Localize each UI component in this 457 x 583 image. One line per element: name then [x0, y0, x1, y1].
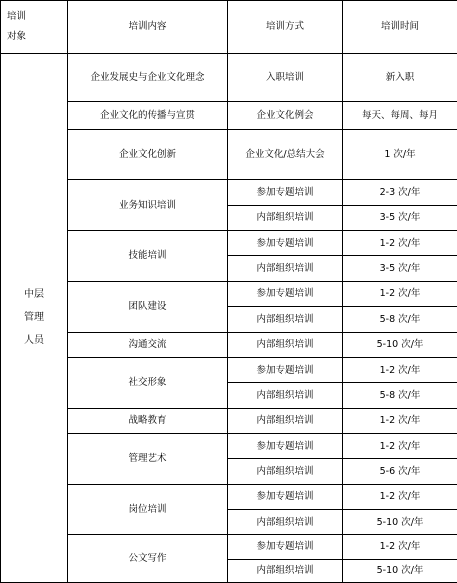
method-cell: 内部组织培训	[228, 559, 343, 582]
time-cell: 5-8 次/年	[343, 383, 457, 408]
method-cell: 内部组织培训	[228, 307, 343, 332]
table-row	[1, 53, 457, 102]
time-cell: 1-2 次/年	[343, 408, 457, 433]
target-object-cell: 中层 管理 人员	[1, 53, 68, 582]
time-cell: 1-2 次/年	[343, 231, 457, 256]
content-cell: 社交形象	[68, 357, 228, 408]
table-row	[1, 357, 457, 382]
method-cell: 企业文化/总结大会	[228, 129, 343, 180]
content-cell: 岗位培训	[68, 484, 228, 535]
method-cell: 内部组织培训	[228, 256, 343, 281]
content-cell: 战略教育	[68, 408, 228, 433]
method-cell: 参加专题培训	[228, 433, 343, 458]
table-row	[1, 129, 457, 180]
method-cell: 内部组织培训	[228, 383, 343, 408]
method-cell: 内部组织培训	[228, 509, 343, 534]
method-cell: 内部组织培训	[228, 459, 343, 484]
content-cell: 团队建设	[68, 281, 228, 332]
time-cell: 1-2 次/年	[343, 281, 457, 306]
header-training-time: 培训时间	[343, 1, 457, 54]
time-cell: 1 次/年	[343, 129, 457, 180]
table-row	[1, 281, 457, 306]
method-cell: 参加专题培训	[228, 535, 343, 559]
time-cell: 1-2 次/年	[343, 535, 457, 559]
time-cell: 5-10 次/年	[343, 559, 457, 582]
content-cell: 企业文化创新	[68, 129, 228, 180]
method-cell: 参加专题培训	[228, 484, 343, 509]
time-cell: 1-2 次/年	[343, 357, 457, 382]
header-training-method: 培训方式	[228, 1, 343, 54]
table-row	[1, 535, 457, 559]
time-cell: 5-6 次/年	[343, 459, 457, 484]
method-cell: 企业文化例会	[228, 102, 343, 129]
table-row	[1, 332, 457, 357]
header-row	[1, 1, 457, 54]
time-cell: 1-2 次/年	[343, 484, 457, 509]
method-cell: 参加专题培训	[228, 357, 343, 382]
method-cell: 入职培训	[228, 53, 343, 102]
method-cell: 内部组织培训	[228, 408, 343, 433]
method-cell: 参加专题培训	[228, 281, 343, 306]
content-cell: 沟通交流	[68, 332, 228, 357]
method-cell: 参加专题培训	[228, 180, 343, 205]
content-cell: 企业文化的传播与宣贯	[68, 102, 228, 129]
table-row	[1, 484, 457, 509]
content-cell: 公文写作	[68, 535, 228, 583]
header-training-content: 培训内容	[68, 1, 228, 54]
table-row	[1, 408, 457, 433]
table-row	[1, 433, 457, 458]
content-cell: 技能培训	[68, 231, 228, 282]
time-cell: 新入职	[343, 53, 457, 102]
time-cell: 3-5 次/年	[343, 205, 457, 230]
table-row	[1, 231, 457, 256]
time-cell: 每天、每周、每月	[343, 102, 457, 129]
time-cell: 5-10 次/年	[343, 332, 457, 357]
method-cell: 内部组织培训	[228, 205, 343, 230]
header-training-object: 培训 对象	[1, 1, 68, 54]
method-cell: 内部组织培训	[228, 332, 343, 357]
method-cell: 参加专题培训	[228, 231, 343, 256]
table-row	[1, 180, 457, 205]
time-cell: 1-2 次/年	[343, 433, 457, 458]
content-cell: 管理艺术	[68, 433, 228, 484]
content-cell: 业务知识培训	[68, 180, 228, 231]
time-cell: 5-8 次/年	[343, 307, 457, 332]
content-cell: 企业发展史与企业文化理念	[68, 53, 228, 102]
time-cell: 2-3 次/年	[343, 180, 457, 205]
time-cell: 5-10 次/年	[343, 509, 457, 534]
table-row	[1, 102, 457, 129]
time-cell: 3-5 次/年	[343, 256, 457, 281]
